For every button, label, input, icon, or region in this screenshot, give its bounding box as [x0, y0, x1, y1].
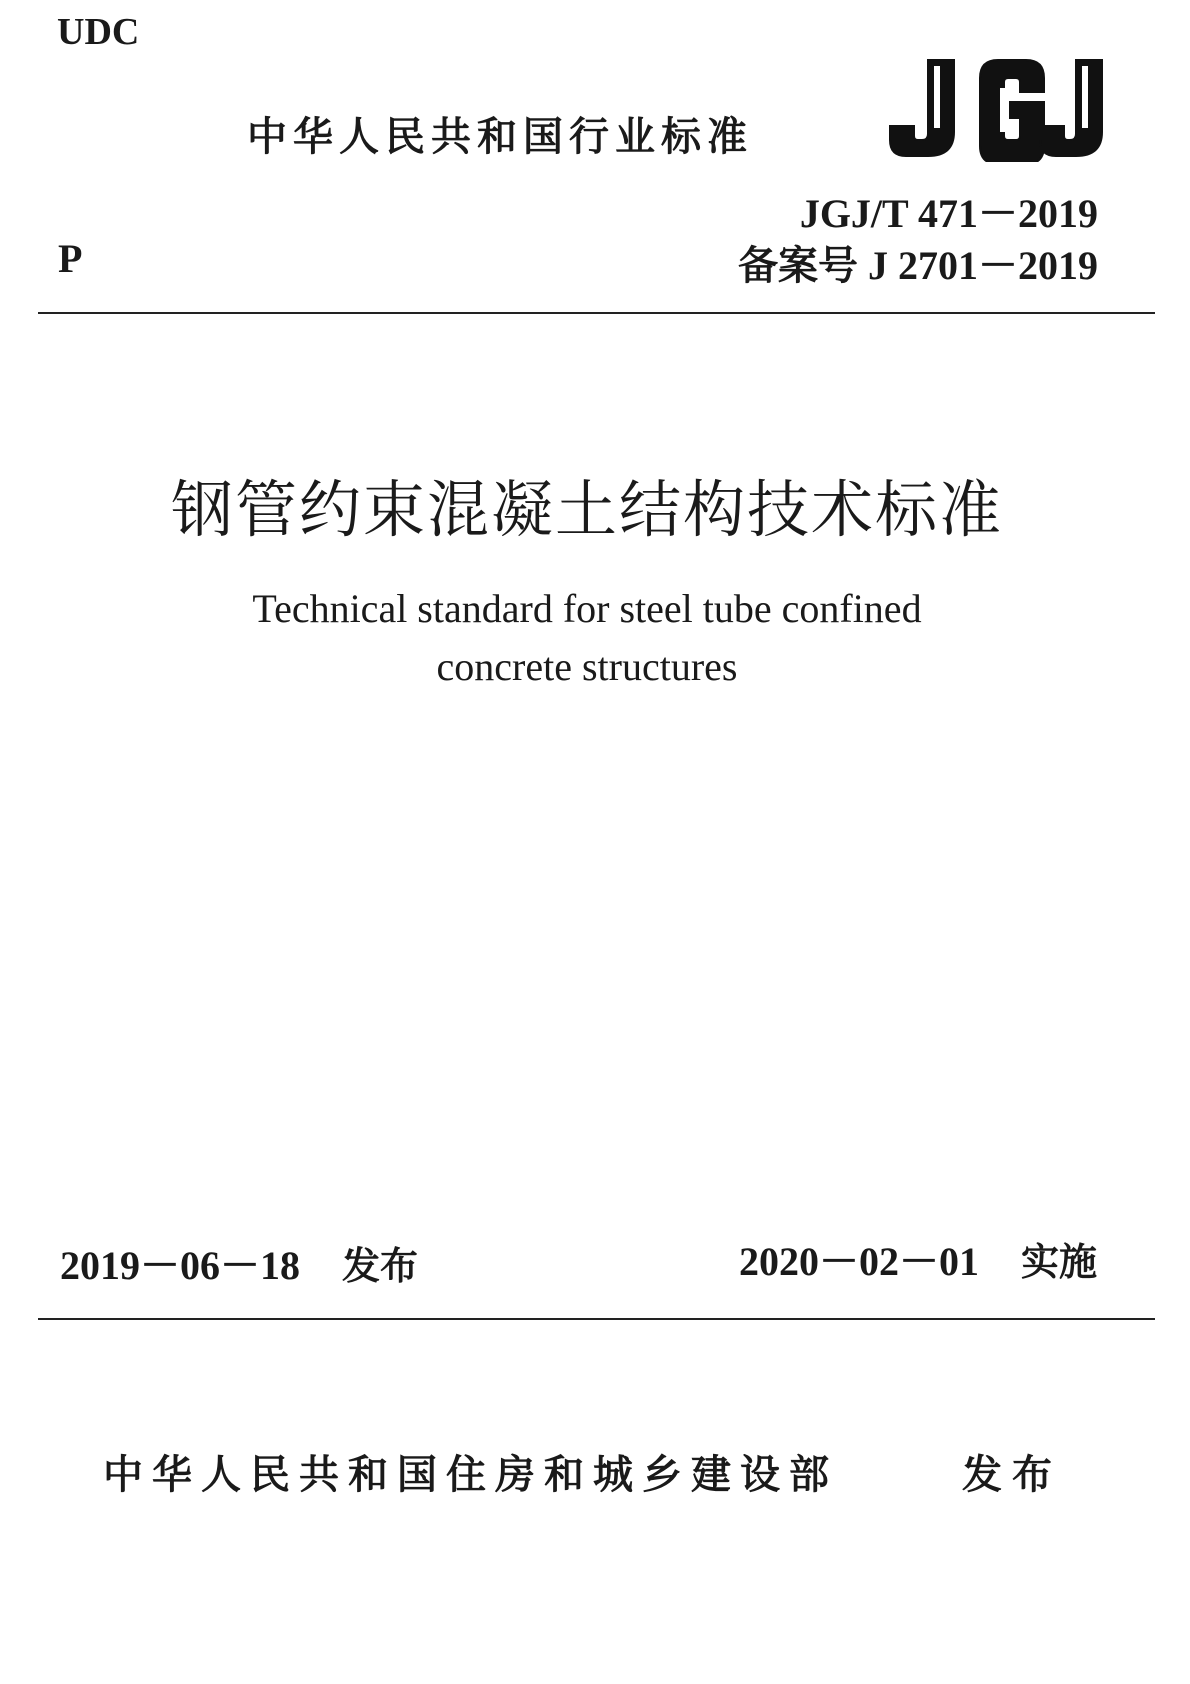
document-title-chinese: 钢管约束混凝土结构技术标准	[170, 473, 1003, 546]
bottom-divider	[38, 1318, 1155, 1320]
issue-date: 2019－06－18	[60, 1243, 300, 1288]
implement-label: 实施	[1020, 1240, 1097, 1284]
publish-label: 发布	[962, 1452, 1062, 1498]
publisher-name: 中华人民共和国住房和城乡建设部	[103, 1452, 838, 1498]
document-title-english	[0, 580, 1182, 696]
udc-label: UDC	[57, 11, 140, 53]
standard-number: JGJ/T 471－2019	[799, 191, 1098, 236]
industry-standard-heading: 中华人民共和国行业标准	[247, 114, 753, 160]
jgj-logo-icon	[888, 54, 1108, 162]
classification-letter: P	[58, 236, 83, 281]
issue-label: 发布	[342, 1244, 419, 1288]
issue-date-block	[60, 1238, 418, 1294]
implement-date: 2020－02－01	[738, 1239, 979, 1284]
implement-date-block	[739, 1234, 1097, 1290]
record-number: 备案号 J 2701－2019	[738, 243, 1098, 288]
english-title-line-1: Technical standard for steel tube confined	[252, 586, 922, 631]
english-title-line-2: concrete structures	[436, 644, 738, 689]
top-divider	[38, 312, 1155, 314]
